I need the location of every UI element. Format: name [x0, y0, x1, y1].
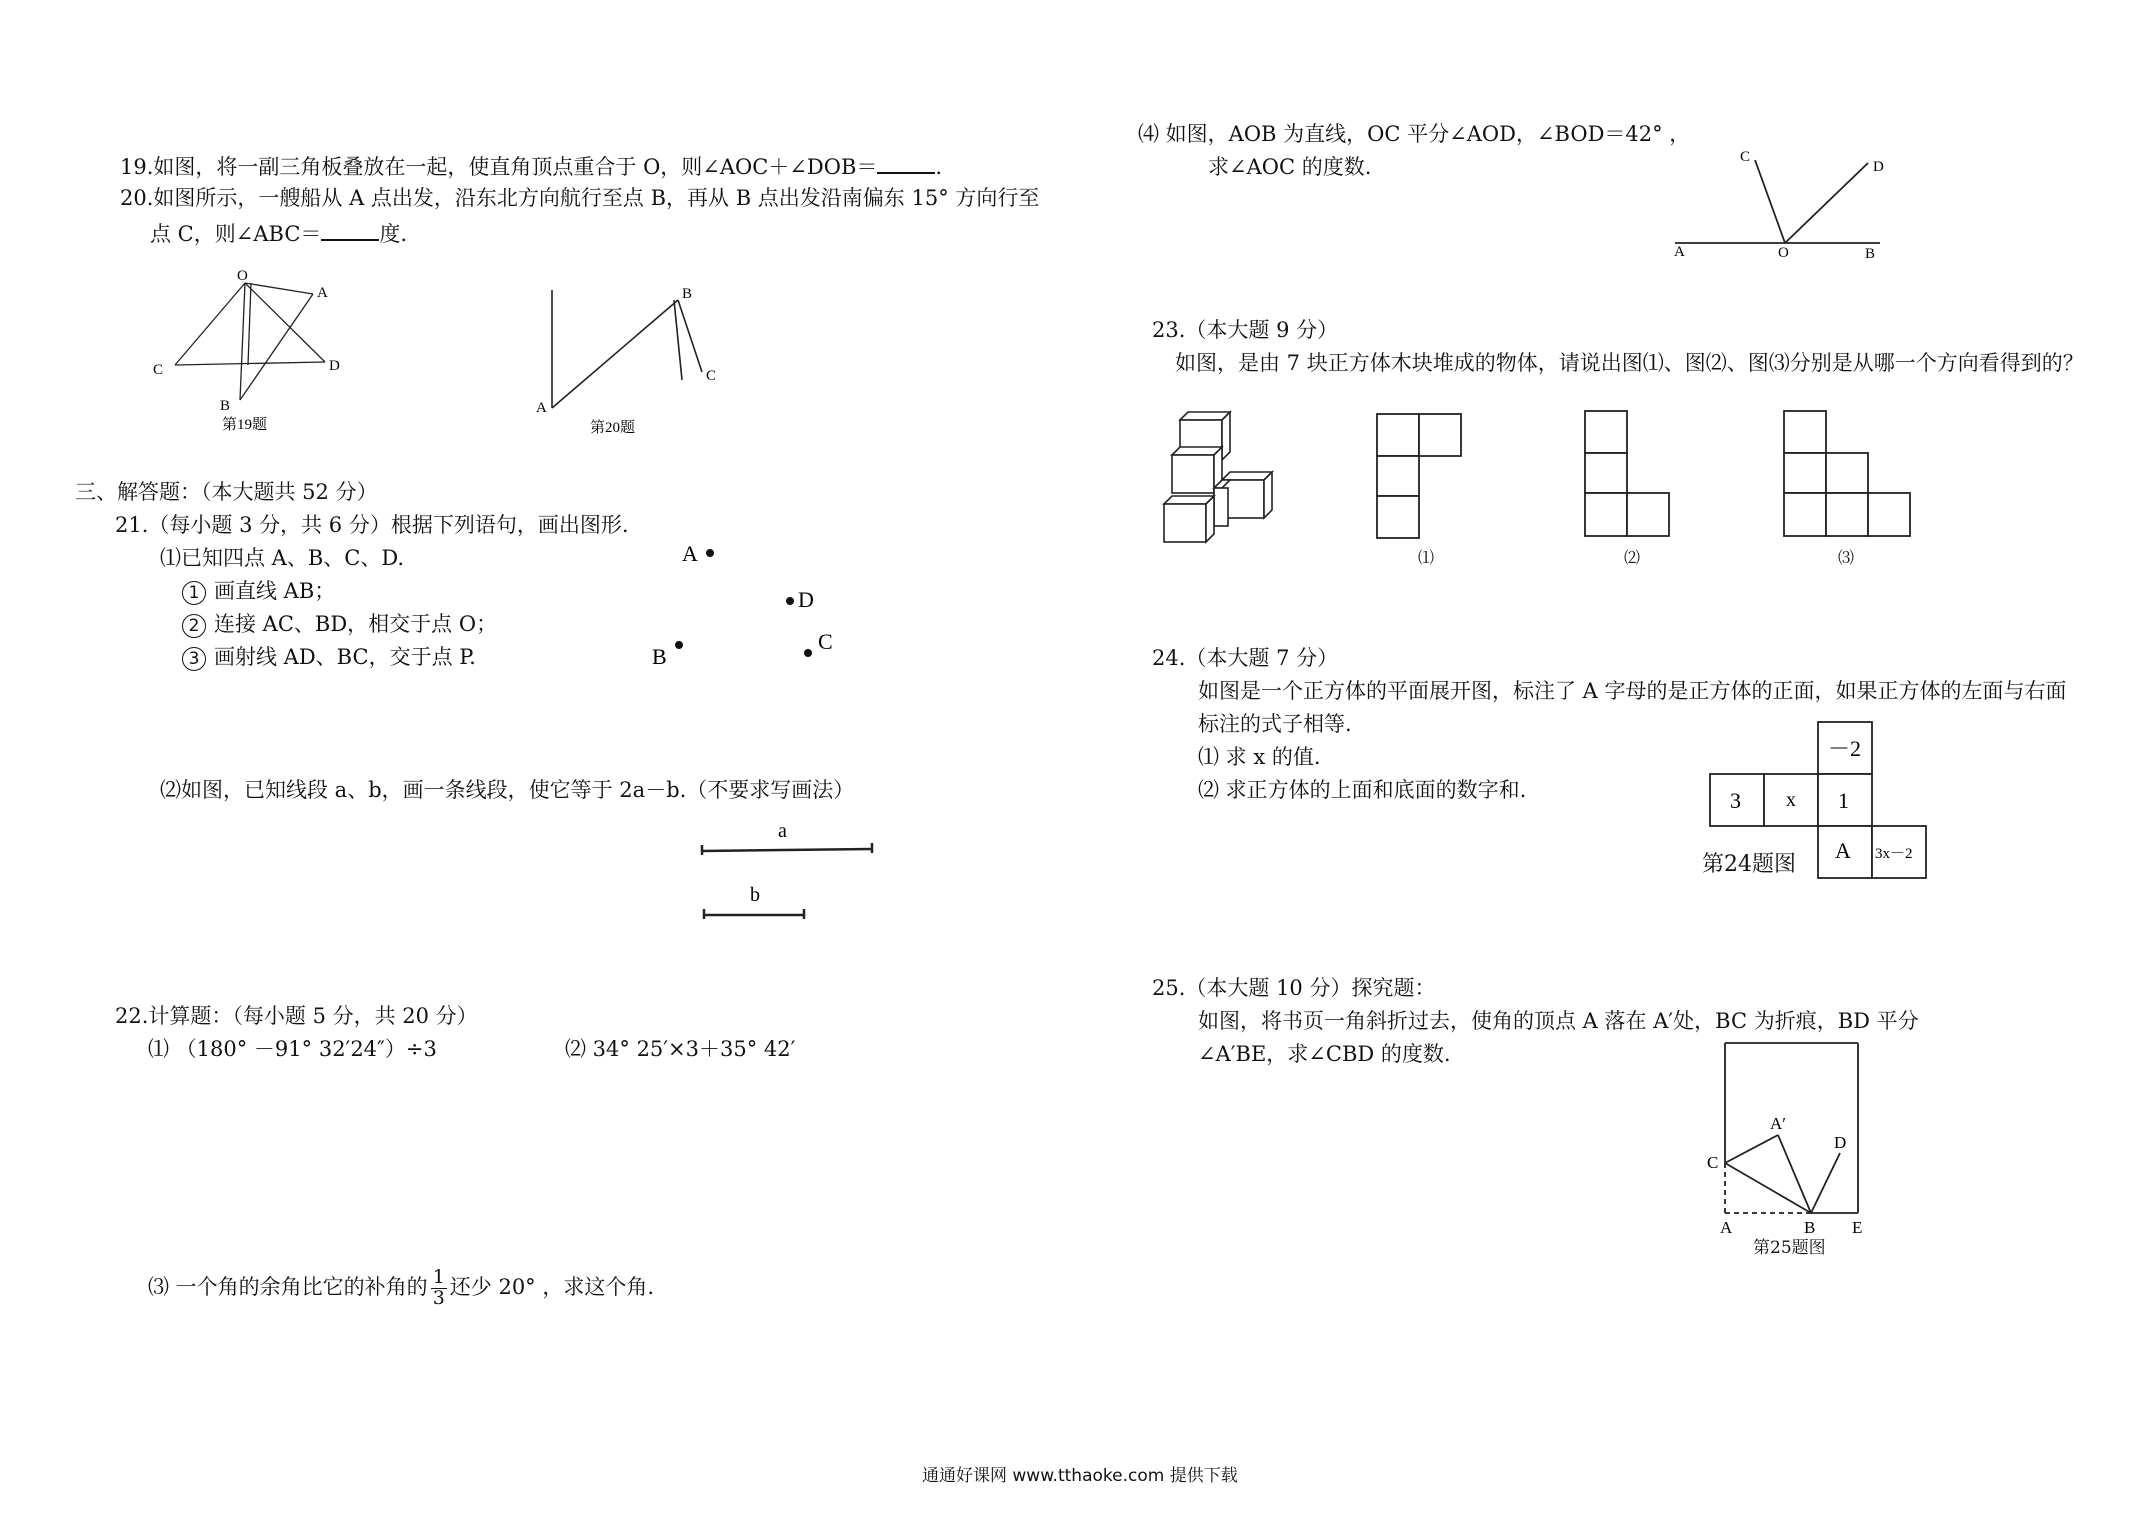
q22-p3-pre: ⑶ 一个角的余角比它的补角的: [148, 1274, 428, 1299]
q23-cube-stack: [1150, 400, 1290, 550]
fraction-one-third: [431, 1268, 447, 1309]
q23-caption-2: ⑵: [1624, 548, 1641, 567]
question-20-line1: 20.如图所示，一艘船从 A 点出发，沿东北方向航行至点 B，再从 B 点出发沿南偏东 15° 方向行至: [120, 186, 1040, 210]
section-3-heading: 三、解答题：（本大题共 52 分）: [75, 480, 378, 504]
fraction-denominator: 3: [432, 1286, 445, 1309]
ray-OC: [1755, 160, 1785, 243]
point-D: [786, 597, 794, 605]
q21-part2: ⑵如图，已知线段 a、b，画一条线段，使它等于 2a－b.（不要求写画法）: [160, 778, 855, 802]
question-20-line2: [150, 219, 407, 247]
q25-title: 25.（本大题 10 分）探究题：: [1152, 976, 1436, 1000]
label-D: D: [1873, 159, 1884, 175]
label-B: B: [1804, 1218, 1816, 1237]
q22-4-figure: [1670, 145, 1910, 265]
q24-line1: 如图是一个正方体的平面展开图，标注了 A 字母的是正方体的正面，如果正方体的左面与右面: [1198, 679, 2067, 703]
label-D: D: [1834, 1133, 1847, 1152]
crease-CB: [1725, 1163, 1811, 1213]
segment-a-label: a: [778, 820, 787, 842]
q24-sub1: ⑴ 求 x 的值.: [1198, 745, 1321, 769]
label-E: E: [1852, 1218, 1863, 1237]
fig20-label-C: C: [706, 368, 717, 384]
segment-b-label: b: [750, 884, 760, 906]
q22-part4-line2: 求∠AOC 的度数.: [1208, 155, 1372, 179]
q24-sub2: ⑵ 求正方体的上面和底面的数字和.: [1198, 778, 1527, 802]
line-A1B: [1778, 1135, 1811, 1213]
label-O: O: [1778, 245, 1789, 261]
fig19-caption: 第19题: [222, 417, 268, 433]
q21-step-3: [182, 645, 476, 671]
q21-points-figure: [640, 530, 860, 680]
circled-number: 1: [182, 581, 206, 605]
fig20-line-BC: [678, 300, 702, 372]
q23-view-3: [1782, 408, 1922, 543]
fig20-label-A: A: [536, 400, 547, 416]
label-A: A: [1674, 244, 1685, 260]
label-A: A: [682, 541, 698, 566]
q23-title: 23.（本大题 9 分）: [1152, 318, 1339, 342]
fig20-label-B: B: [682, 286, 693, 302]
fig20-caption: 第20题: [590, 420, 636, 436]
figure-19: [145, 270, 365, 435]
net-text-top: －2: [1828, 736, 1862, 761]
q20-text: 点 C，则∠ABC＝: [150, 222, 322, 246]
q25-line1: 如图，将书页一角斜折过去，使角的顶点 A 落在 A′处，BC 为折痕，BD 平分: [1198, 1009, 1919, 1033]
q25-figure: [1700, 1035, 1880, 1250]
label-C: C: [1740, 149, 1751, 165]
net-text-1: 1: [1838, 788, 1849, 813]
fig19-line-OB: [240, 283, 245, 400]
fig19-inner-line: [248, 283, 251, 365]
question-19: [120, 152, 942, 180]
q23-view-2: [1583, 408, 1683, 543]
fig19-line-AB: [240, 294, 313, 400]
fig19-label-A: A: [317, 285, 328, 301]
q23-caption-3: ⑶: [1838, 548, 1855, 567]
label-C: C: [818, 629, 833, 654]
fig19-label-B: B: [220, 398, 231, 414]
point-A: [706, 549, 714, 557]
step-text: 画射线 AD、BC，交于点 P.: [214, 645, 476, 669]
q21-part1: ⑴已知四点 A、B、C、D.: [160, 546, 405, 570]
q21-title: 21.（每小题 3 分，共 6 分）根据下列语句，画出图形.: [115, 513, 629, 537]
q19-end: .: [935, 155, 943, 179]
label-B: B: [1865, 246, 1876, 262]
q21-step-1: [182, 579, 335, 605]
fig20-line-AB: [552, 300, 678, 408]
q23-text: 如图，是由 7 块正方体木块堆成的物体，请说出图⑴、图⑵、图⑶分别是从哪一个方向看得到的？: [1175, 351, 2084, 375]
q21-step-2: [182, 612, 497, 638]
q24-title: 24.（本大题 7 分）: [1152, 646, 1339, 670]
point-B: [675, 641, 683, 649]
line-BD: [1811, 1153, 1840, 1213]
figure-20: [530, 280, 730, 445]
q22-part1: ⑴ （180° －91° 32′24″）÷3: [148, 1037, 437, 1061]
net-text-3: 3: [1730, 788, 1741, 813]
point-C: [804, 649, 812, 657]
label-D: D: [798, 587, 814, 612]
label-C: C: [1707, 1153, 1719, 1172]
segment-a: [702, 849, 872, 851]
q24-fig-caption: 第24题图: [1702, 852, 1796, 877]
fig19-label-C: C: [153, 362, 164, 378]
q23-view-1: [1375, 410, 1475, 545]
q22-title: 22.计算题：（每小题 5 分，共 20 分）: [115, 1004, 478, 1028]
label-A: A: [1720, 1218, 1733, 1237]
q22-part2: ⑵ 34° 25′×3＋35° 42′: [565, 1037, 796, 1061]
step-text: 连接 AC、BD，相交于点 O；: [214, 612, 498, 636]
q25-fig-caption: 第25题图: [1753, 1238, 1826, 1258]
q20-unit: 度.: [379, 222, 408, 246]
q24-line2: 标注的式子相等.: [1198, 712, 1352, 736]
circled-number: 3: [182, 647, 206, 671]
q22-part4-line1: ⑷ 如图，AOB 为直线，OC 平分∠AOD，∠BOD＝42° ，: [1138, 122, 1691, 146]
fig19-label-D: D: [329, 358, 340, 374]
q22-part3: [148, 1268, 654, 1309]
footer-credit: 通通好课网 www.tthaoke.com 提供下载: [922, 1466, 1238, 1486]
fraction-numerator: 1: [432, 1266, 445, 1288]
fig19-line-OC: [175, 283, 245, 365]
label-A-prime: A′: [1770, 1114, 1786, 1133]
ray-OD: [1785, 163, 1868, 243]
net-text-3x-2: 3x－2: [1875, 846, 1913, 862]
net-text-x: x: [1786, 789, 1796, 811]
fig19-label-O: O: [237, 268, 248, 284]
circled-number: 2: [182, 614, 206, 638]
line-CA1: [1725, 1135, 1778, 1163]
q19-text: 19.如图，将一副三角板叠放在一起，使直角顶点重合于 O，则∠AOC＋∠DOB＝: [120, 155, 878, 179]
q25-line2: ∠A′BE，求∠CBD 的度数.: [1198, 1042, 1451, 1066]
step-text: 画直线 AB；: [214, 579, 336, 603]
q20-answer-blank[interactable]: [321, 219, 379, 241]
q22-p3-post: 还少 20° ，求这个角.: [449, 1274, 655, 1299]
q19-answer-blank[interactable]: [877, 152, 935, 174]
q21-segments-figure: [700, 815, 880, 925]
label-B: B: [652, 644, 667, 669]
q23-caption-1: ⑴: [1418, 548, 1435, 567]
net-text-A: A: [1835, 838, 1851, 863]
fig19-line-CD: [175, 362, 325, 365]
fig20-north-line-B: [674, 300, 682, 380]
